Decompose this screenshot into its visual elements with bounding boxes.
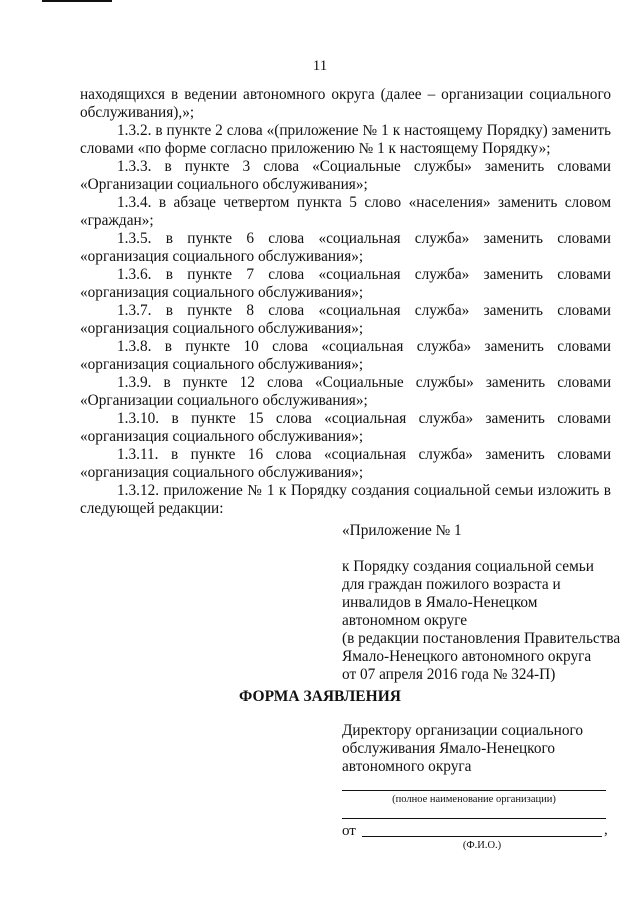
paragraph-line: «граждан»; bbox=[80, 212, 154, 229]
paragraph-line: «организация социального обслуживания»; bbox=[80, 428, 364, 445]
appendix-line: автономном округе bbox=[342, 612, 468, 629]
org-name-caption: (полное наименование организации) bbox=[392, 794, 556, 805]
addressee-block bbox=[342, 722, 622, 776]
appendix-line: к Порядку создания социальной семьи bbox=[342, 558, 594, 575]
paragraph-line: 1.3.12. приложение № 1 к Порядку создания социальной семьи изложить в bbox=[117, 482, 611, 499]
appendix-line: от 07 апреля 2016 года № 324-П) bbox=[342, 666, 556, 683]
paragraph-line: 1.3.11. в пункте 16 слова «социальная служба» заменить словами bbox=[117, 446, 611, 463]
paragraph-line: 1.3.9. в пункте 12 слова «Социальные службы» заменить словами bbox=[117, 374, 611, 391]
fio-caption: (Ф.И.О.) bbox=[462, 840, 502, 851]
paragraph-line: «организация социального обслуживания»; bbox=[80, 464, 364, 481]
form-title: ФОРМА ЗАЯВЛЕНИЯ bbox=[239, 688, 401, 705]
org-name-line bbox=[342, 790, 606, 791]
paragraph-line: «Организации социального обслуживания»; bbox=[80, 176, 368, 193]
from-label: от bbox=[342, 823, 356, 839]
appendix-line: инвалидов в Ямало-Ненецком bbox=[342, 594, 538, 611]
fio-line bbox=[362, 836, 602, 837]
appendix-line: для граждан пожилого возраста и bbox=[342, 576, 561, 593]
paragraph-line: «Организации социального обслуживания»; bbox=[80, 392, 368, 409]
paragraph-line: «организация социального обслуживания»; bbox=[80, 356, 364, 373]
paragraph-line: 1.3.10. в пункте 15 слова «социальная служба» заменить словами bbox=[117, 410, 611, 427]
paragraph-line: 1.3.4. в абзаце четвертом пункта 5 слово «населения» заменить словом bbox=[117, 194, 611, 211]
header-rule bbox=[42, 0, 112, 2]
paragraph-line: 1.3.8. в пункте 10 слова «социальная служба» заменить словами bbox=[117, 338, 611, 355]
paragraph-line: следующей редакции: bbox=[80, 500, 224, 517]
appendix-block bbox=[342, 522, 622, 684]
paragraph-line: «организация социального обслуживания»; bbox=[80, 284, 364, 301]
org-name-line-2 bbox=[342, 818, 606, 819]
paragraph-line: 1.3.6. в пункте 7 слова «социальная служба» заменить словами bbox=[117, 266, 611, 283]
paragraph-line: 1.3.3. в пункте 3 слова «Социальные службы» заменить словами bbox=[117, 158, 611, 175]
paragraph-line: находящихся в ведении автономного округа (далее – организации социального bbox=[80, 86, 611, 103]
addressee-line: обслуживания Ямало-Ненецкого bbox=[342, 740, 556, 757]
paragraph-line: «организация социального обслуживания»; bbox=[80, 320, 364, 337]
appendix-title: «Приложение № 1 bbox=[342, 522, 462, 539]
addressee-line: Директору организации социального bbox=[342, 722, 584, 739]
paragraph-line: 1.3.2. в пункте 2 слова «(приложение № 1 к настоящему Порядку) заменить bbox=[117, 122, 611, 139]
paragraph-line: 1.3.7. в пункте 8 слова «социальная служба» заменить словами bbox=[117, 302, 611, 319]
appendix-line: (в редакции постановления Правительства bbox=[342, 630, 621, 647]
appendix-line: Ямало-Ненецкого автономного округа bbox=[342, 648, 592, 665]
paragraph-line: 1.3.5. в пункте 6 слова «социальная служба» заменить словами bbox=[117, 230, 611, 247]
fio-comma: , bbox=[604, 822, 608, 838]
addressee-line: автономного округа bbox=[342, 758, 472, 775]
page-number: 11 bbox=[312, 58, 328, 74]
paragraph-line: «организация социального обслуживания»; bbox=[80, 248, 364, 265]
paragraph-line: словами «по форме согласно приложению № 1 к настоящему Порядку»; bbox=[80, 140, 551, 157]
paragraph-line: обслуживания),»; bbox=[80, 104, 195, 121]
